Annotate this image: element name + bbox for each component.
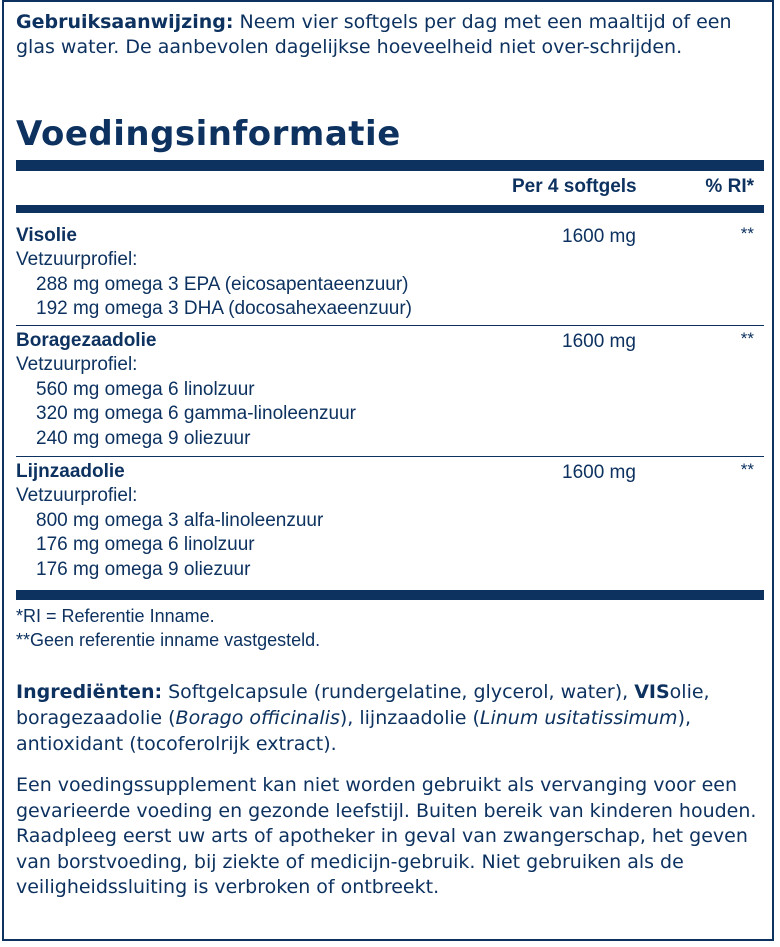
row-item: 192 mg omega 3 DHA (docosahexaeenzuur) xyxy=(36,298,413,320)
header-rule xyxy=(16,205,764,213)
row-item: 176 mg omega 6 linolzuur xyxy=(36,534,255,556)
table-row-visolie xyxy=(16,224,412,322)
footnotes xyxy=(16,604,320,652)
row-amount: 1600 mg xyxy=(562,226,636,247)
row-ri: ** xyxy=(740,460,754,479)
row-divider xyxy=(16,325,764,326)
row-item: 560 mg omega 6 linolzuur xyxy=(36,378,255,400)
column-header-ri: % RI* xyxy=(705,176,754,197)
usage-text: Neem vier softgels per dag met een maaltijd of een glas water. De aanbevolen dagelijkse hoeveelheid niet over-schrijden. xyxy=(16,11,732,58)
page-title: Voedingsinformatie xyxy=(16,114,401,154)
row-name: Boragezaadolie xyxy=(16,330,157,351)
row-item: 320 mg omega 6 gamma-linoleenzuur xyxy=(36,403,357,425)
usage-instructions xyxy=(16,10,766,60)
title-rule xyxy=(16,160,764,171)
footnote-ri: *RI = Referentie Inname. xyxy=(16,606,215,626)
table-row-lijnzaadolie xyxy=(16,460,323,582)
table-row-boragezaadolie xyxy=(16,329,356,451)
row-item: 288 mg omega 3 EPA (eicosapentaeenzuur) xyxy=(36,273,409,295)
row-divider xyxy=(16,456,764,457)
ingredients-borago: Borago officinalis xyxy=(175,707,340,729)
row-sub-label: Vetzuurprofiel: xyxy=(16,485,138,507)
row-amount: 1600 mg xyxy=(562,331,636,352)
ingredients-vis: VIS xyxy=(634,681,670,703)
ingredients-text: ), antioxidant (tocoferolrijk extract). xyxy=(16,707,692,755)
label-frame xyxy=(2,0,774,941)
table-bottom-rule xyxy=(16,590,764,600)
ingredients-label: Ingrediënten: xyxy=(16,681,163,703)
column-header-amount: Per 4 softgels xyxy=(512,176,637,197)
row-ri: ** xyxy=(740,224,754,243)
row-item: 800 mg omega 3 alfa-linoleenzuur xyxy=(36,509,324,531)
ingredients-text: olie, boragezaadolie ( xyxy=(16,681,710,729)
row-item: 240 mg omega 9 oliezuur xyxy=(36,427,251,449)
row-name: Lijnzaadolie xyxy=(16,461,125,482)
disclaimer: Een voedingssupplement kan niet worden gebruikt als vervanging voor een gevarieerde voeding en gezonde leefstijl. Buiten bereik van kinderen houden. Raadpleeg eerst uw arts of apotheker in geval van zwangerschap, het geven van borstvoeding, bij ziekte of medicijn-gebruik. Niet gebruiken als de veiligheidssluiting is verbroken of ontbreekt. xyxy=(16,774,757,898)
row-sub-label: Vetzuurprofiel: xyxy=(16,354,138,376)
row-ri: ** xyxy=(740,329,754,348)
ingredients xyxy=(16,679,768,757)
row-sub-label: Vetzuurprofiel: xyxy=(16,249,138,271)
ingredients-linum: Linum usitatissimum xyxy=(479,707,678,729)
ingredients-text: ), lijnzaadolie ( xyxy=(339,707,480,729)
usage-label: Gebruiksaanwijzing: xyxy=(16,11,234,33)
footnote-no-ri: **Geen referentie inname vastgesteld. xyxy=(16,630,321,650)
row-item: 176 mg omega 9 oliezuur xyxy=(36,558,251,580)
ingredients-text: Softgelcapsule (rundergelatine, glycerol, water), xyxy=(162,681,635,703)
row-name: Visolie xyxy=(16,225,77,246)
row-amount: 1600 mg xyxy=(562,462,636,483)
